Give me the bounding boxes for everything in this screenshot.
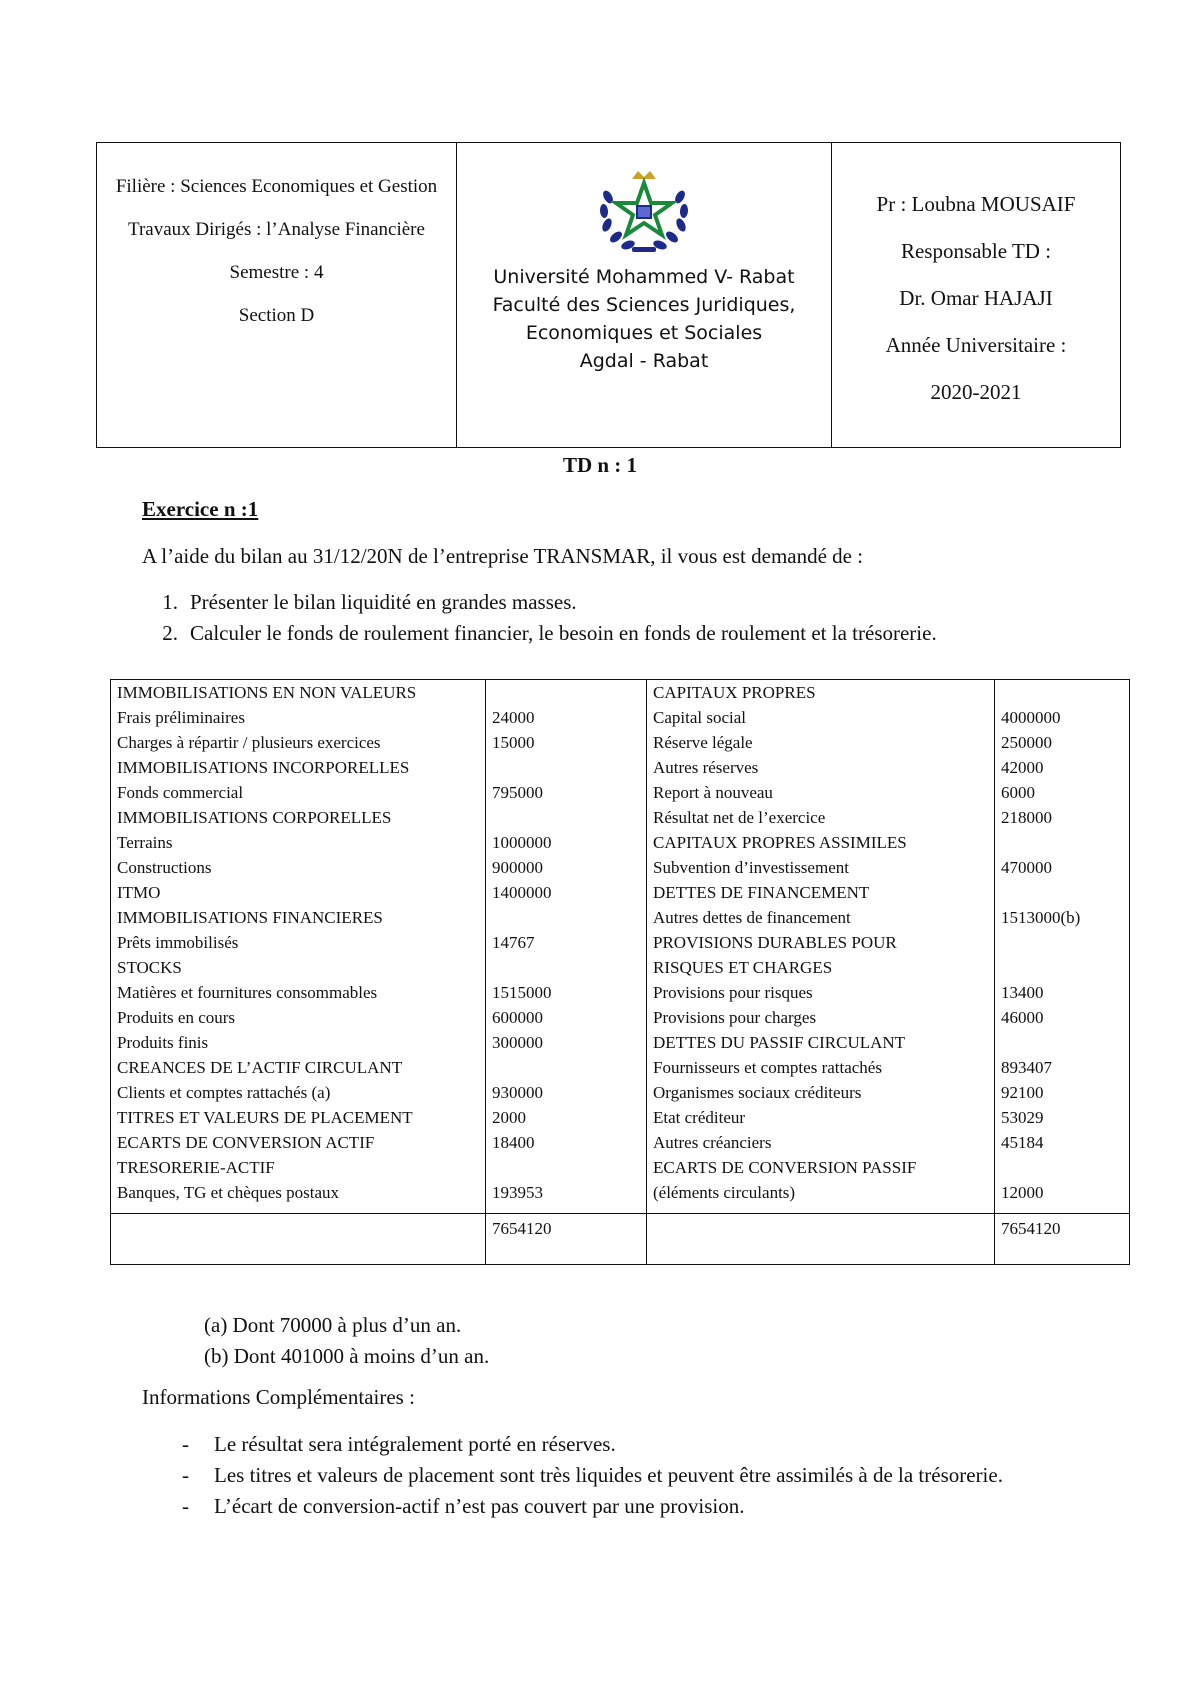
total-passif-label-cell	[647, 1214, 995, 1265]
actif-line-value: 18400	[492, 1133, 535, 1152]
passif-line-value: 6000	[1001, 783, 1035, 802]
info-text: L’écart de conversion-actif n’est pas couvert par une provision.	[214, 1494, 745, 1518]
passif-line-label: CAPITAUX PROPRES ASSIMILES	[653, 833, 907, 852]
passif-line-value: 4000000	[1001, 708, 1061, 727]
actif-line-value: 1000000	[492, 833, 552, 852]
td-subject-text: Travaux Dirigés : l’Analyse Financière	[128, 219, 425, 240]
actif-line-value	[492, 1055, 640, 1080]
actif-line-label: STOCKS	[117, 958, 182, 977]
semestre-text: Semestre : 4	[229, 262, 324, 283]
university-line-4: Agdal - Rabat	[579, 350, 709, 372]
question-number: 2.	[162, 621, 178, 645]
passif-line-value: 1513000(b)	[1001, 908, 1081, 927]
passif-line-label: Capital social	[653, 708, 747, 727]
question-item	[142, 588, 1042, 617]
filiere-text: Filière : Sciences Economiques et Gestion	[115, 176, 438, 197]
university-name	[457, 263, 831, 375]
actif-line-label: Banques, TG et chèques postaux	[117, 1183, 340, 1202]
exercise-title: Exercice n :1	[142, 497, 259, 521]
passif-line-label: Réserve légale	[653, 733, 753, 752]
actif-line-label: Charges à répartir / plusieurs exercices	[117, 733, 381, 752]
university-seal-icon	[594, 167, 694, 257]
passif-line-value: 92100	[1001, 1083, 1044, 1102]
question-text: Présenter le bilan liquidité en grandes masses.	[190, 590, 577, 614]
passif-line-value: 42000	[1001, 758, 1044, 777]
dash-bullet: -	[182, 1494, 189, 1518]
question-number: 1.	[162, 590, 178, 614]
passif-labels-column	[647, 680, 995, 1214]
actif-line-value: 1400000	[492, 883, 552, 902]
passif-line-value	[1001, 955, 1123, 980]
passif-line-value	[1001, 680, 1123, 705]
passif-values-column	[995, 680, 1130, 1214]
passif-line-value	[1001, 1155, 1123, 1180]
actif-line-label: ITMO	[117, 883, 161, 902]
actif-line-value: 1515000	[492, 983, 552, 1002]
dash-bullet: -	[182, 1463, 189, 1487]
info-title: Informations Complémentaires :	[142, 1385, 415, 1409]
passif-line-value	[1001, 880, 1123, 905]
passif-line-label: DETTES DE FINANCEMENT	[653, 883, 870, 902]
passif-line-label: Provisions pour risques	[653, 983, 813, 1002]
header-box	[96, 142, 1121, 448]
footnote-b: (b) Dont 401000 à moins d’un an.	[204, 1344, 490, 1368]
responsable-label: Responsable TD :	[900, 239, 1052, 263]
actif-line-label: CREANCES DE L’ACTIF CIRCULANT	[117, 1058, 403, 1077]
actif-line-label: IMMOBILISATIONS INCORPORELLES	[117, 758, 410, 777]
actif-line-label: IMMOBILISATIONS CORPORELLES	[117, 808, 392, 827]
total-passif-value: 7654120	[995, 1214, 1130, 1265]
total-actif-value: 7654120	[486, 1214, 647, 1265]
passif-line-value	[1001, 830, 1123, 855]
info-item	[142, 1461, 1072, 1490]
header-left-cell	[97, 143, 457, 447]
info-list	[142, 1430, 1072, 1523]
section-text: Section D	[238, 305, 315, 326]
university-line-3: Economiques et Sociales	[525, 322, 763, 344]
actif-line-value	[492, 805, 640, 830]
passif-line-label: DETTES DU PASSIF CIRCULANT	[653, 1033, 906, 1052]
actif-line-value	[492, 755, 640, 780]
annee-value: 2020-2021	[930, 380, 1022, 404]
passif-line-label: Fournisseurs et comptes rattachés	[653, 1058, 882, 1077]
actif-line-label: IMMOBILISATIONS EN NON VALEURS	[117, 683, 417, 702]
actif-line-label: ECARTS DE CONVERSION ACTIF	[117, 1133, 375, 1152]
passif-line-label: Autres dettes de financement	[653, 908, 851, 927]
passif-line-label: Organismes sociaux créditeurs	[653, 1083, 862, 1102]
university-line-1: Université Mohammed V- Rabat	[493, 266, 795, 288]
intro-text: A l’aide du bilan au 31/12/20N de l’entreprise TRANSMAR, il vous est demandé de :	[142, 544, 864, 568]
actif-line-value: 600000	[492, 1008, 543, 1027]
passif-line-value	[1001, 930, 1123, 955]
passif-line-value: 218000	[1001, 808, 1052, 827]
actif-line-label: TRESORERIE-ACTIF	[117, 1158, 275, 1177]
passif-line-value: 250000	[1001, 733, 1052, 752]
actif-line-value: 300000	[492, 1033, 543, 1052]
header-right-cell	[832, 143, 1120, 447]
header-middle-cell	[457, 143, 832, 447]
bilan-body-row	[111, 680, 1130, 1214]
footnote-a: (a) Dont 70000 à plus d’un an.	[204, 1313, 462, 1337]
passif-line-value: 893407	[1001, 1058, 1052, 1077]
passif-line-label: Résultat net de l’exercice	[653, 808, 826, 827]
actif-values-column	[486, 680, 647, 1214]
passif-line-label: Autres créanciers	[653, 1133, 772, 1152]
actif-line-value: 2000	[492, 1108, 526, 1127]
actif-line-label: IMMOBILISATIONS FINANCIERES	[117, 908, 383, 927]
question-item	[142, 619, 1042, 648]
responsable-name: Dr. Omar HAJAJI	[899, 286, 1053, 310]
info-item	[142, 1492, 1072, 1521]
passif-line-label: Etat créditeur	[653, 1108, 746, 1127]
university-line-2: Faculté des Sciences Juridiques,	[492, 294, 796, 316]
actif-line-value: 193953	[492, 1183, 543, 1202]
passif-line-label: ECARTS DE CONVERSION PASSIF	[653, 1158, 917, 1177]
bilan-table	[110, 679, 1130, 1265]
total-actif-label-cell	[111, 1214, 486, 1265]
td-title: TD n : 1	[562, 453, 638, 477]
question-list	[142, 588, 1042, 650]
actif-line-label: Produits en cours	[117, 1008, 236, 1027]
actif-line-label: Matières et fournitures consommables	[117, 983, 378, 1002]
passif-line-value: 12000	[1001, 1183, 1044, 1202]
passif-line-value: 13400	[1001, 983, 1044, 1002]
passif-line-label: RISQUES ET CHARGES	[653, 958, 833, 977]
actif-line-value	[492, 955, 640, 980]
passif-line-value: 46000	[1001, 1008, 1044, 1027]
actif-line-label: TITRES ET VALEURS DE PLACEMENT	[117, 1108, 413, 1127]
actif-line-value: 14767	[492, 933, 535, 952]
actif-line-value: 24000	[492, 708, 535, 727]
info-text: Les titres et valeurs de placement sont très liquides et peuvent être assimilés à de la trésorerie.	[214, 1463, 1003, 1487]
actif-line-value: 795000	[492, 783, 543, 802]
footnotes	[204, 1310, 489, 1372]
actif-line-value: 930000	[492, 1083, 543, 1102]
passif-line-label: Report à nouveau	[653, 783, 773, 802]
actif-line-value: 15000	[492, 733, 535, 752]
actif-line-label: Terrains	[117, 833, 173, 852]
passif-line-label: (éléments circulants)	[653, 1183, 796, 1202]
info-item	[142, 1430, 1072, 1459]
actif-line-label: Clients et comptes rattachés (a)	[117, 1083, 331, 1102]
actif-line-value	[492, 1155, 640, 1180]
actif-line-label: Produits finis	[117, 1033, 209, 1052]
actif-line-value	[492, 905, 640, 930]
actif-line-label: Fonds commercial	[117, 783, 244, 802]
annee-label: Année Universitaire :	[885, 333, 1067, 357]
professor-text: Pr : Loubna MOUSAIF	[876, 192, 1076, 216]
question-text: Calculer le fonds de roulement financier, le besoin en fonds de roulement et la trésorerie.	[190, 621, 937, 645]
passif-line-label: CAPITAUX PROPRES	[653, 683, 816, 702]
actif-line-label: Prêts immobilisés	[117, 933, 239, 952]
actif-line-value: 900000	[492, 858, 543, 877]
passif-line-label: Subvention d’investissement	[653, 858, 849, 877]
passif-line-label: PROVISIONS DURABLES POUR	[653, 933, 897, 952]
actif-line-value	[492, 680, 640, 705]
bilan-total-row	[111, 1214, 1130, 1265]
passif-line-value: 53029	[1001, 1108, 1044, 1127]
info-text: Le résultat sera intégralement porté en réserves.	[214, 1432, 616, 1456]
actif-line-label: Constructions	[117, 858, 212, 877]
passif-line-value: 470000	[1001, 858, 1052, 877]
passif-line-label: Provisions pour charges	[653, 1008, 817, 1027]
actif-labels-column	[111, 680, 486, 1214]
passif-line-value: 45184	[1001, 1133, 1044, 1152]
dash-bullet: -	[182, 1432, 189, 1456]
actif-line-label: Frais préliminaires	[117, 708, 245, 727]
passif-line-label: Autres réserves	[653, 758, 759, 777]
passif-line-value	[1001, 1030, 1123, 1055]
